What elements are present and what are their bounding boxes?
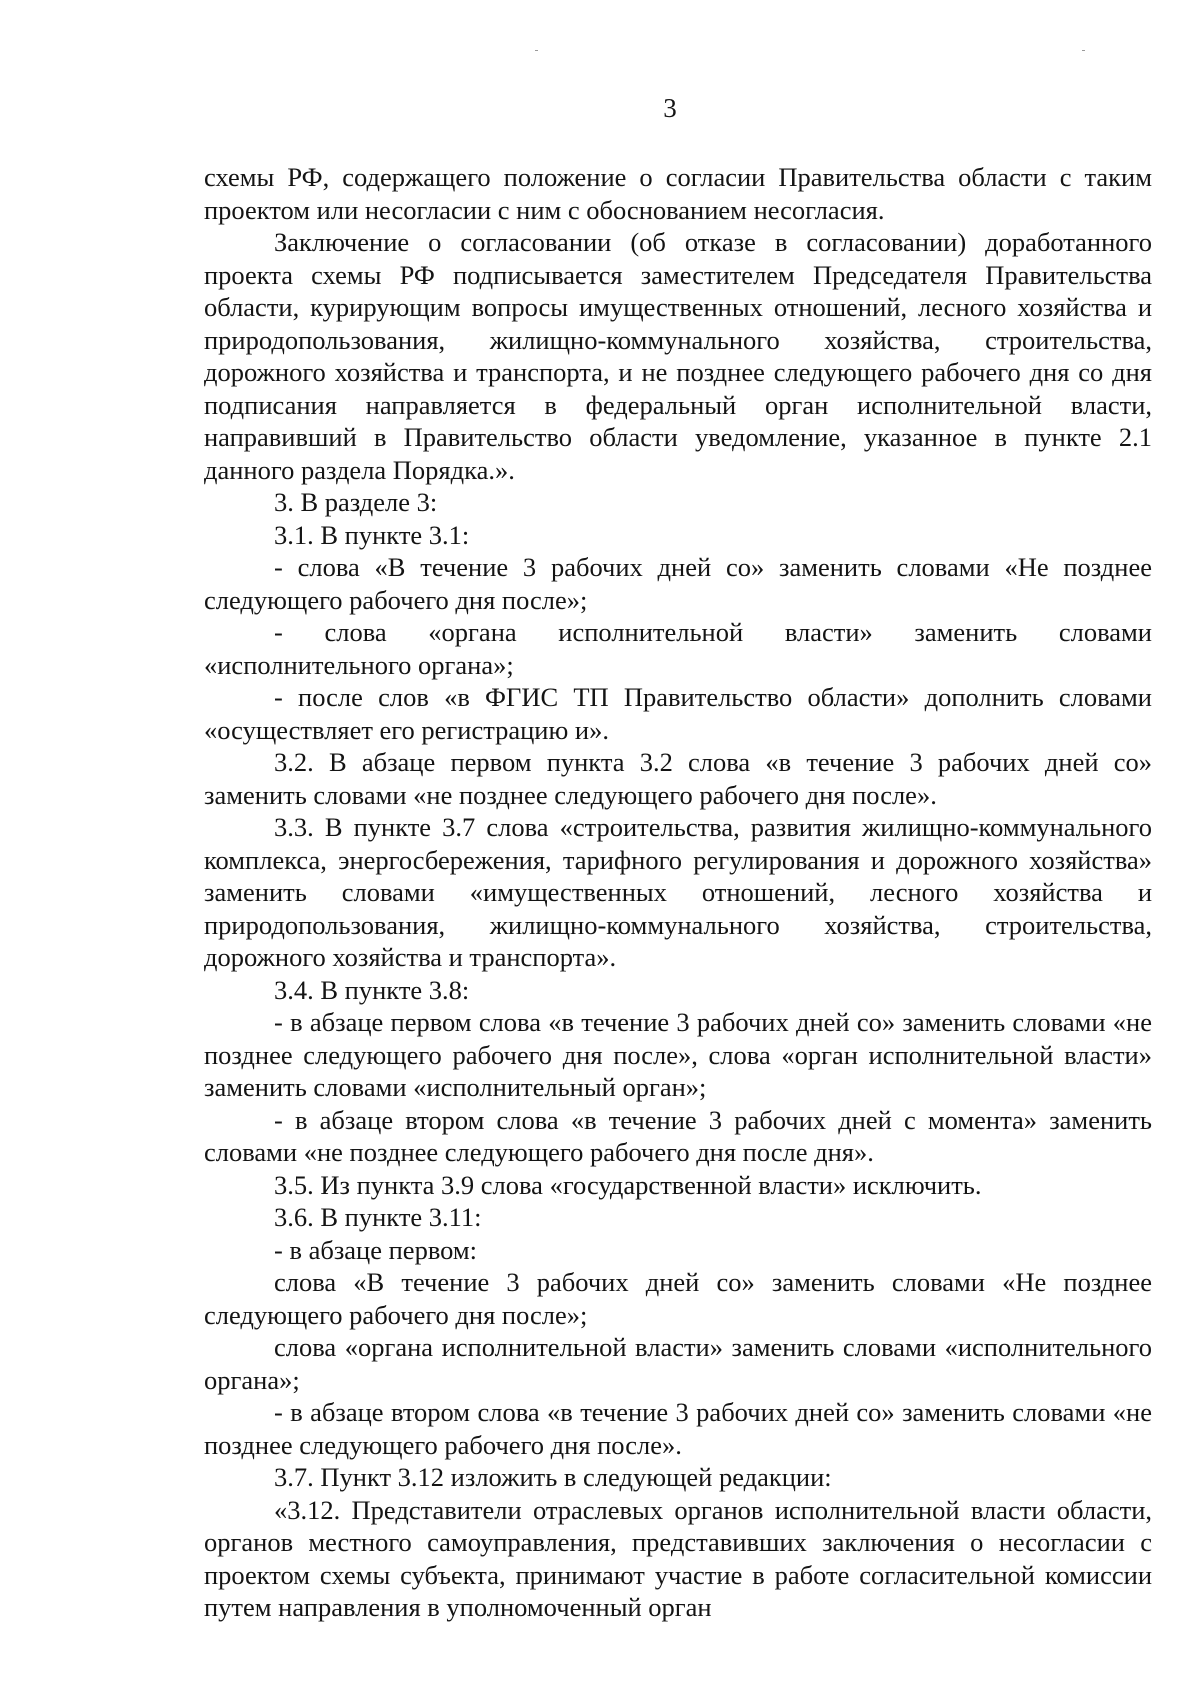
paragraph: 3.2. В абзаце первом пункта 3.2 слова «в течение 3 рабочих дней со» заменить словами «не позднее следующего рабочего дня после».: [204, 747, 1152, 810]
paragraph: 3.1. В пункте 3.1:: [274, 519, 470, 550]
scan-speck: [535, 50, 538, 51]
paragraph: - слова «В течение 3 рабочих дней со» заменить словами «Не позднее следующего рабочего дня после»;: [204, 552, 1152, 615]
paragraph: слова «В течение 3 рабочих дней со» заменить словами «Не позднее следующего рабочего дня после»;: [204, 1267, 1152, 1330]
paragraph: схемы РФ, содержащего положение о согласии Правительства области с таким проектом или несогласии с ним с обоснованием несогласия.: [204, 162, 1152, 225]
paragraph: слова «органа исполнительной власти» заменить словами «исполнительного органа»;: [204, 1332, 1152, 1395]
paragraph: 3.6. В пункте 3.11:: [274, 1202, 482, 1232]
document-body: [204, 161, 1152, 1624]
paragraph: 3. В разделе 3:: [274, 487, 438, 517]
paragraph: 3.3. В пункте 3.7 слова «строительства, развития жилищно-коммунального комплекса, энергосбережения, тарифного регулирования и дорожного хозяйства» заменить словами «имущественных отношений, лесного хозяйства и природопользования, жилищно-коммунального хозяйства, строительства, дорожного хозяйства и транспорта».: [204, 812, 1152, 972]
scan-speck: [1082, 50, 1085, 51]
paragraph: 3.5. Из пункта 3.9 слова «государственной власти» исключить.: [274, 1169, 982, 1200]
paragraph: - после слов «в ФГИС ТП Правительство области» дополнить словами «осуществляет его регистрацию и».: [204, 682, 1152, 745]
paragraph: - слова «органа исполнительной власти» заменить словами «исполнительного органа»;: [204, 617, 1152, 680]
paragraph: 3.7. Пункт 3.12 изложить в следующей редакции:: [274, 1462, 832, 1492]
paragraph: «3.12. Представители отраслевых органов исполнительной власти области, органов местного самоуправления, представивших заключения о несогласии с проектом схемы субъекта, принимают участие в работе согласительной комиссии путем направления в уполномоченный орган: [204, 1494, 1152, 1622]
paragraph: Заключение о согласовании (об отказе в согласовании) доработанного проекта схемы РФ подписывается заместителем Председателя Правительства области, курирующим вопросы имущественных отношений, лесного хозяйства и природопользования, жилищно-коммунального хозяйства, строительства, дорожного хозяйства и транспорта, и не позднее следующего рабочего дня со дня подписания направляется в федеральный орган исполнительной власти, направивший в Правительство области уведомление, указанное в пункте 2.1 данного раздела Порядка.».: [204, 227, 1152, 485]
paragraph: - в абзаце первом:: [274, 1234, 478, 1265]
paragraph: 3.4. В пункте 3.8:: [274, 974, 470, 1005]
paragraph: - в абзаце первом слова «в течение 3 рабочих дней со» заменить словами «не позднее следующего рабочего дня после», слова «орган исполнительной власти» заменить словами «исполнительный орган»;: [204, 1007, 1152, 1102]
paragraph: - в абзаце втором слова «в течение 3 рабочих дней со» заменить словами «не позднее следующего рабочего дня после».: [204, 1397, 1152, 1460]
page-number: 3: [663, 93, 677, 123]
paragraph: - в абзаце втором слова «в течение 3 рабочих дней с момента» заменить словами «не позднее следующего рабочего дня после дня».: [204, 1104, 1152, 1167]
